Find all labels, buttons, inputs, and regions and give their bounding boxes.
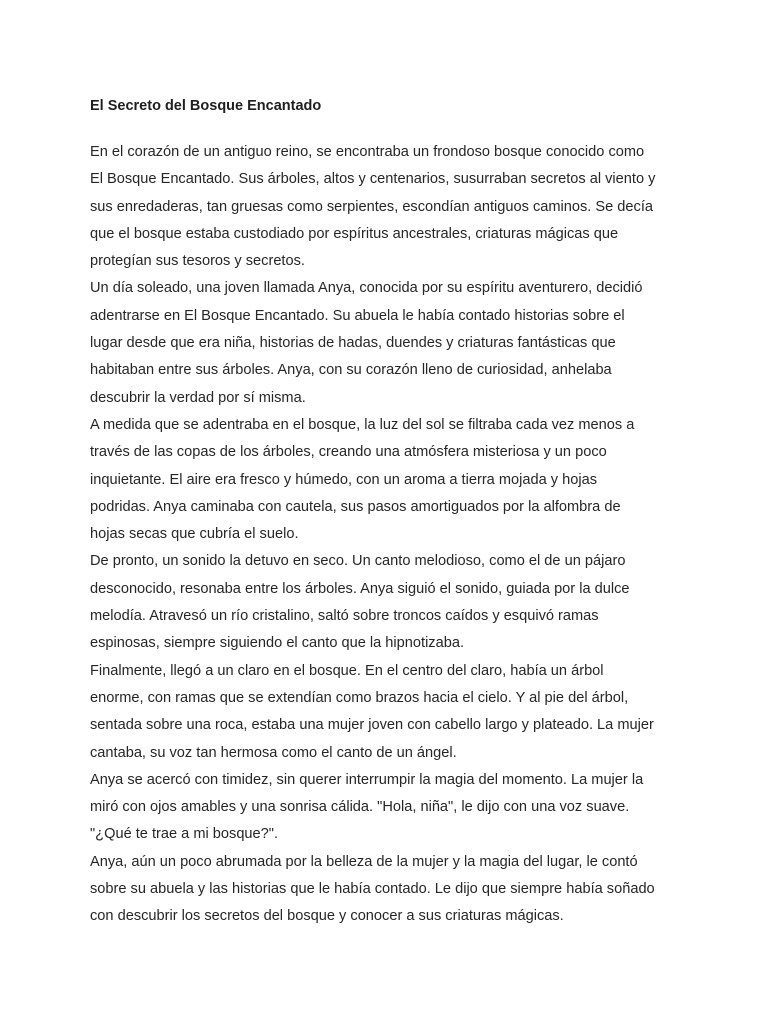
text-line: que el bosque estaba custodiado por espíritus ancestrales, criaturas mágicas que (90, 225, 619, 242)
document-title: El Secreto del Bosque Encantado (90, 98, 322, 114)
text-line: cantaba, su voz tan hermosa como el canto de un ángel. (90, 744, 457, 761)
text-line: adentrarse en El Bosque Encantado. Su abuela le había contado historias sobre el (90, 307, 625, 324)
text-line: lugar desde que era niña, historias de hadas, duendes y criaturas fantásticas que (90, 335, 616, 352)
paragraph (90, 767, 690, 849)
paragraph (90, 548, 690, 657)
text-line: podridas. Anya caminaba con cautela, sus pasos amortiguados por la alfombra de (90, 498, 621, 515)
text-line: Finalmente, llegó a un claro en el bosque. En el centro del claro, había un árbol (90, 662, 604, 679)
paragraph (90, 412, 690, 548)
text-line: sobre su abuela y las historias que le había contado. Le dijo que siempre había soñado (90, 881, 655, 898)
paragraph (90, 658, 690, 767)
text-line: Anya, aún un poco abrumada por la belleza de la mujer y la magia del lugar, le contó (90, 853, 638, 870)
text-line: miró con ojos amables y una sonrisa cálida. "Hola, niña", le dijo con una voz suave. (90, 799, 630, 816)
paragraph (90, 139, 690, 275)
text-line: sus enredaderas, tan gruesas como serpientes, escondían antiguos caminos. Se decía (90, 198, 654, 215)
text-line: protegían sus tesoros y secretos. (90, 253, 305, 270)
text-line: inquietante. El aire era fresco y húmedo, con un aroma a tierra mojada y hojas (90, 471, 598, 488)
paragraph (90, 849, 690, 931)
text-line: El Bosque Encantado. Sus árboles, altos y centenarios, susurraban secretos al viento y (90, 171, 656, 188)
text-line: descubrir la verdad por sí misma. (90, 389, 306, 406)
text-line: En el corazón de un antiguo reino, se encontraba un frondoso bosque conocido como (90, 144, 645, 160)
document-page (90, 96, 690, 931)
text-line: De pronto, un sonido la detuvo en seco. Un canto melodioso, como el de un pájaro (90, 553, 626, 570)
text-line: enorme, con ramas que se extendían como brazos hacia el cielo. Y al pie del árbol, (90, 689, 629, 706)
text-line: melodía. Atravesó un río cristalino, saltó sobre troncos caídos y esquivó ramas (90, 608, 599, 625)
text-line: A medida que se adentraba en el bosque, la luz del sol se filtraba cada vez menos a (90, 416, 635, 433)
text-line: hojas secas que cubría el suelo. (90, 526, 299, 543)
text-line: través de las copas de los árboles, creando una atmósfera misteriosa y un poco (90, 444, 607, 461)
text-line: Anya se acercó con timidez, sin querer interrumpir la magia del momento. La mujer la (90, 771, 644, 788)
text-line: sentada sobre una roca, estaba una mujer joven con cabello largo y plateado. La mujer (90, 717, 654, 734)
text-line: "¿Qué te trae a mi bosque?". (90, 826, 279, 843)
text-line: habitaban entre sus árboles. Anya, con su corazón lleno de curiosidad, anhelaba (90, 362, 612, 379)
text-line: con descubrir los secretos del bosque y conocer a sus criaturas mágicas. (90, 908, 564, 925)
text-line: espinosas, siempre siguiendo el canto que la hipnotizaba. (90, 635, 465, 652)
paragraph (90, 275, 690, 411)
text-line: desconocido, resonaba entre los árboles. Anya siguió el sonido, guiada por la dulce (90, 580, 630, 597)
text-line: Un día soleado, una joven llamada Anya, conocida por su espíritu aventurero, decidió (90, 280, 643, 297)
document-body (90, 139, 690, 931)
